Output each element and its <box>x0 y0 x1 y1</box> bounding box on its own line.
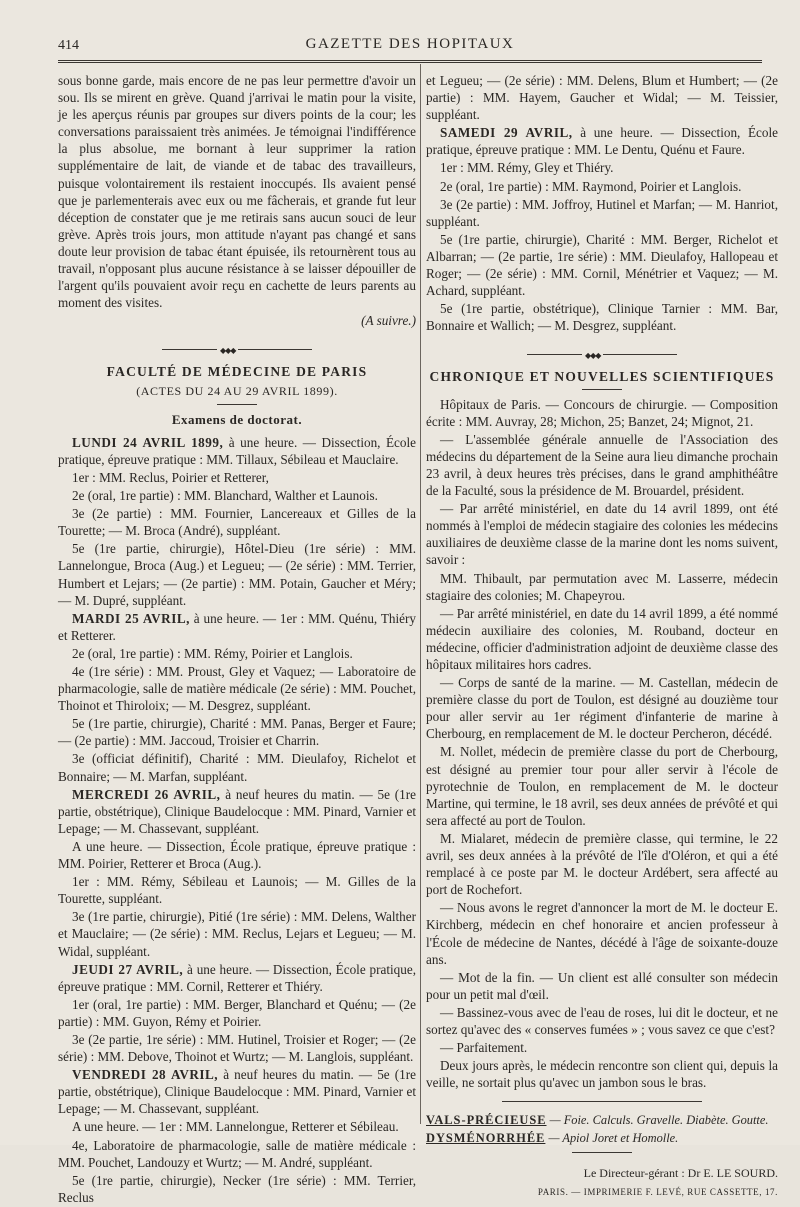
entry-mardi-5: 5e (1re partie, chirurgie), Charité : MM. Panas, Berger et Faure; — (2e partie) : MM. Jaccoud, Troisier et Charrin. <box>58 716 416 749</box>
entry-mardi-2: 2e (oral, 1re partie) : MM. Rémy, Poirier et Langlois. <box>72 645 353 661</box>
entry-lundi-5: 5e (1re partie, chirurgie), Hôtel-Dieu (1re série) : MM. Lannelongue, Broca (Aug.) et Legueu; — (2e série) : MM. Terrier, Humbert et Lejars; — (2e partie) : MM. Potain, Gaucher et Méry; — M. Dupré, suppléant. <box>58 541 416 608</box>
entry-lundi-1: 1er : MM. Reclus, Poirier et Retterer, <box>72 469 269 485</box>
news-item: M. Nollet, médecin de première classe du port de Cherbourg, est désigné au premier tour pour aller servir à l'école de pyrotechnie de Toulon, en remplacement de M. le docteur Martine, qui termine, le 18 avril, ses deux années de prévôté et qui sera affecté au port de Toulon. <box>426 744 778 828</box>
entry-samedi-5a: 5e (1re partie, chirurgie), Charité : MM. Berger, Richelot et Albarran; — (2e partie, 1re série) : MM. Dieulafoy, Hallopeau et Roger; — (2e série) : MM. Cornil, Ménétrier et Vaquez; — M. Achard, suppléant. <box>426 231 778 299</box>
entry-samedi-2: 2e (oral, 1re partie) : MM. Raymond, Poirier et Langlois. <box>440 178 742 194</box>
news-item: — Parfaitement. <box>440 1040 528 1056</box>
news-item: — L'assemblée générale annuelle de l'Association des médecins du département de la Seine aura lieu dimanche prochain 23 avril, à deux heures très précises, dans le grand amphithéâtre de la Faculté, sous la présidence de M. Brouardel, président. <box>426 431 778 499</box>
entry-jeudi: JEUDI 27 AVRIL, à une heure. — Dissection, École pratique, épreuve pratique : MM. Cornil, Retterer et Thiéry. <box>58 961 416 994</box>
entry-lundi: LUNDI 24 AVRIL 1899, à une heure. — Dissection, École pratique, épreuve pratique : MM. Tillaux, Sébileau et Mauclaire. <box>58 434 416 467</box>
entry-samedi-1: 1er : MM. Rémy, Gley et Thiéry. <box>440 160 614 176</box>
a-suivre: (A suivre.) <box>361 313 416 329</box>
entry-mardi-3: 3e (officiat définitif), Charité : MM. Dieulafoy, Richelot et Bonnaire; — M. Marfan, suppléant. <box>58 751 416 784</box>
news-item: M. Mialaret, médecin de première classe, qui termine, le 22 avril, ses deux années à la prévôté de l'île d'Oléron, et qui a été remplacé à ce poste par M. le docteur Ardébert, sera affecté au port de Rochefort. <box>426 830 778 898</box>
entry-vendredi-5: 5e (1re partie, chirurgie), Necker (1re série) : MM. Terrier, Reclus <box>58 1172 416 1205</box>
advertisement-dysmenorrhee: DYSMÉNORRHÉE — Apiol Joret et Homolle. <box>426 1131 679 1146</box>
ornament-divider <box>426 342 778 359</box>
news-item: Deux jours après, le médecin rencontre son client qui, depuis la veille, ne sortait plus qu'avec un jambon sous le bras. <box>426 1058 778 1091</box>
faculte-subtitle: (ACTES DU 24 AU 29 AVRIL 1899). <box>136 383 338 398</box>
left-column <box>58 72 416 1207</box>
entry-mardi-4: 4e (1re série) : MM. Proust, Gley et Vaquez; — Laboratoire de pharmacologie, salle de matière médicale (2e série) : MM. Pouchet, Thoinot et Thiroloix; — M. Desgrez, suppléant. <box>58 664 416 714</box>
news-item: — Par arrêté ministériel, en date du 14 avril 1899, ont été nommés à l'emploi de médecin stagiaire des colonies les médecins auxiliaires de deuxième classe de la marine dont les noms suivent, savoir : <box>426 501 778 568</box>
entry-mercredi-a: A une heure. — Dissection, École pratique, épreuve pratique : MM. Poirier, Retterer et Broca (Aug.). <box>58 838 416 872</box>
entry-jeudi-3: 3e (2e partie, 1re série) : MM. Hutinel, Troisier et Roger; — (2e série) : MM. Debove, Thoinot et Wurtz; — M. Langlois, suppléant. <box>58 1031 416 1065</box>
ornament-divider <box>58 337 416 354</box>
publication-title: GAZETTE DES HOPITAUX <box>305 36 515 52</box>
news-item: — Bassinez-vous avec de l'eau de roses, lui dit le docteur, et ne sortez qu'avec des « conserves fumées » ; vous savez ce que c'est? <box>426 1004 778 1037</box>
ad-rule-short <box>572 1152 632 1153</box>
chronique-title: CHRONIQUE ET NOUVELLES SCIENTIFIQUES <box>429 368 775 384</box>
printer-line: PARIS. — IMPRIMERIE F. LEVÉ, RUE CASSETTE, 17. <box>537 1186 778 1197</box>
advertisement-vals: VALS-PRÉCIEUSE — Foie. Calculs. Gravelle. Diabète. Goutte. <box>426 1113 769 1128</box>
short-rule <box>582 389 622 390</box>
entry-samedi: SAMEDI 29 AVRIL, à une heure. — Dissection, École pratique, épreuve pratique : MM. Le Dentu, Quénu et Faure. <box>426 125 779 158</box>
entry-lundi-3: 3e (2e partie) : MM. Fournier, Lancereaux et Gilles de la Tourette; — M. Broca (André), suppléant. <box>58 506 416 539</box>
entry-vendredi-a: A une heure. — 1er : MM. Lannelongue, Retterer et Sébileau. <box>72 1119 399 1135</box>
news-item: MM. Thibault, par permutation avec M. Lasserre, médecin stagiaire des colonies; M. Chapeyrou. <box>426 570 778 603</box>
news-item: — Mot de la fin. — Un client est allé consulter son médecin pour un petit mal d'œil. <box>426 969 778 1002</box>
entry-vendredi-4: 4e, Laboratoire de pharmacologie, salle de matière médicale : MM. Pouchet, Landouzy et Wurtz; — M. André, suppléant. <box>58 1137 416 1170</box>
entry-samedi-3: 3e (2e partie) : MM. Joffroy, Hutinel et Marfan; — M. Hanriot, suppléant. <box>426 196 778 229</box>
news-item: — Nous avons le regret d'annoncer la mort de M. le docteur E. Kirchberg, médecin en chef honoraire et ancien professeur à l'École de médecine de Nantes, décédé à l'âge de soixante-douze ans. <box>426 900 778 967</box>
entry-vendredi: VENDREDI 28 AVRIL, à neuf heures du matin. — 5e (1re partie, obstétrique), Clinique Baudelocque : MM. Pinard, Varnier et Lepage; — M. Chassevant, suppléant. <box>58 1067 416 1117</box>
right-column <box>426 72 778 1202</box>
header-rule <box>58 60 762 63</box>
entry-lundi-2: 2e (oral, 1re partie) : MM. Blanchard, Walther et Launois. <box>72 488 378 504</box>
article-continuation: sous bonne garde, mais encore de ne pas leur permettre d'avoir un sou. Ils se mirent en grève. Quand j'arrivai le matin pour la visite, je les aperçus réunis par groupes sur divers points de la cour; les conversations paraissaient très animées. Je témoignai l'indifférence la plus absolue, me bornant à leur supprimer la ration supplémentaire de lait, de viande et de tabac des travailleurs, puisque volontairement ils restaient inoccupés. Ils avaient pensé que je parlementerais avec eux ou me fâcherais, et grande fut leur déception de constater que je me retirais sans aucun souci de leur grève. Après trois jours, mon attitude n'ayant pas changé et sans doute leur provision de tabac étant épuisée, ils retournèrent tous au travail, n'opposant plus aucune résistance à se laisser dépouiller de l'argent qu'ils pouvaient avoir reçu en cachette de leurs parents au moment des visites. <box>58 73 416 311</box>
page-number: 414 <box>58 38 79 53</box>
short-rule <box>217 404 257 405</box>
entry-jeudi-1: 1er (oral, 1re partie) : MM. Berger, Blanchard et Quénu; — (2e partie) : MM. Guyon, Rémy et Poirier. <box>58 996 416 1029</box>
entry-mercredi-1: 1er : MM. Rémy, Sébileau et Launois; — M. Gilles de la Tourette, suppléant. <box>58 874 416 907</box>
news-item: Hôpitaux de Paris. — Concours de chirurgie. — Composition écrite : MM. Auvray, 28; Michon, 25; Banzet, 24; Mignot, 21. <box>426 396 778 429</box>
page-header <box>58 34 762 56</box>
news-item: — Corps de santé de la marine. — M. Castellan, médecin de première classe du port de Toulon, est désigné au douzième tour pour aller servir au 1er régiment d'infanterie de marine à Cherbourg, en remplacement de M. le docteur Percheron, décédé. <box>426 675 778 742</box>
entry-mercredi-3: 3e (1re partie, chirurgie), Pitié (1re série) : MM. Delens, Walther et Mauclaire; — (2e série) : MM. Reclus, Lejars et Legueu; — M. Widal, suppléant. <box>58 909 416 959</box>
news-item: — Par arrêté ministériel, en date du 14 avril 1899, a été nommé médecin auxiliaire des colonies, M. Rouband, docteur en médecine, officier d'administration adjoint de deuxième classe des hôpitaux militaires hors cadres. <box>426 605 778 672</box>
entry-samedi-5b: 5e (1re partie, obstétrique), Clinique Tarnier : MM. Bar, Bonnaire et Wallich; — M. Desgrez, suppléant. <box>426 301 778 334</box>
entry-mercredi: MERCREDI 26 AVRIL, à neuf heures du matin. — 5e (1re partie, obstétrique), Clinique Baudelocque : MM. Pinard, Varnier et Lepage; — M. Chassevant, suppléant. <box>58 786 416 836</box>
entry-continuation: et Legueu; — (2e série) : MM. Delens, Blum et Humbert; — (2e partie) : MM. Hayem, Gaucher et Widal; — M. Teissier, suppléant. <box>426 73 778 123</box>
faculte-title: FACULTÉ DE MÉDECINE DE PARIS <box>106 363 368 379</box>
entry-mardi: MARDI 25 AVRIL, à une heure. — 1er : MM. Quénu, Thiéry et Retterer. <box>58 610 416 643</box>
column-divider <box>420 64 421 1124</box>
ad-rule <box>502 1101 702 1102</box>
director-signature: Le Directeur-gérant : Dr E. LE SOURD. <box>583 1165 778 1180</box>
examens-title: Examens de doctorat. <box>171 411 303 427</box>
